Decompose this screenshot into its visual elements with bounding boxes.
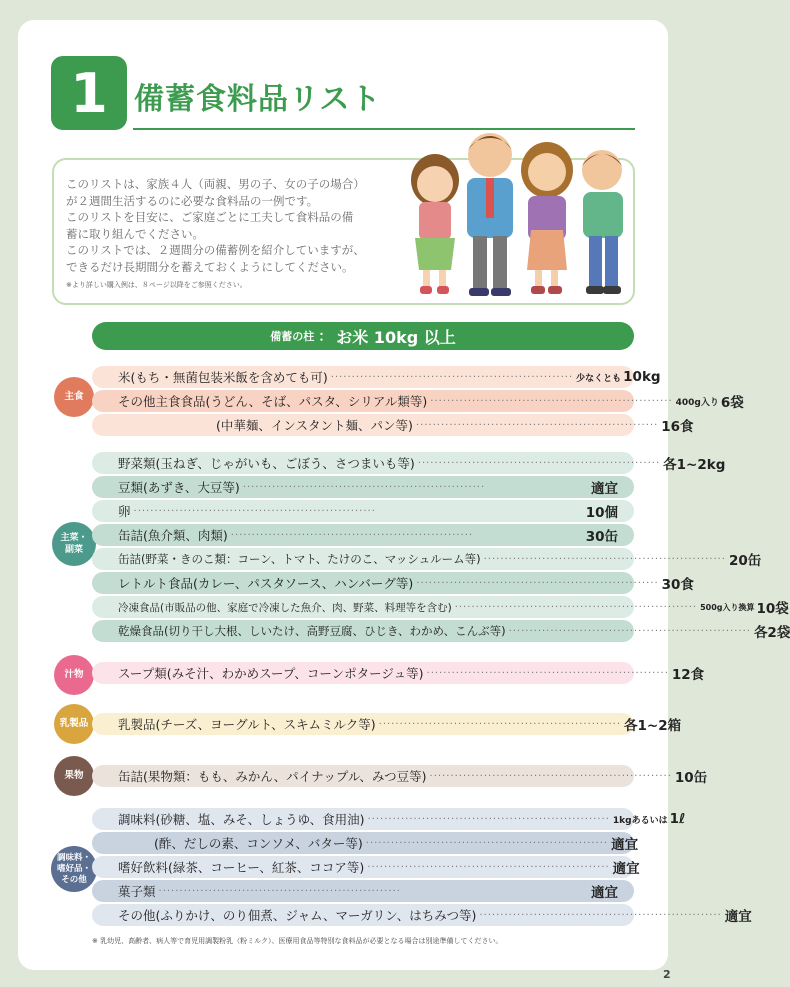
intro-note: ※より詳しい購入例は、８ページ以降をご参照ください。 <box>66 281 247 289</box>
list-item: 嗜好飲料(緑茶、コーヒー、紅茶、ココア等) ·························································· 適宜 <box>92 856 634 878</box>
list-item: 缶詰(野菜・きのこ類：コーン、トマト、たけのこ、マッシュルーム等) ·························································· 20缶 <box>92 548 634 570</box>
family-illustration <box>405 120 635 300</box>
intro-text <box>66 176 406 276</box>
list-item: 菓子類 ·························································· 適宜 <box>92 880 634 902</box>
list-item: (中華麺、インスタント麺、パン等) ·························································· 16食 <box>92 414 634 436</box>
list-item: 乳製品(チーズ、ヨーグルト、スキムミルク等) ·························································· 各1~2箱 <box>92 713 634 735</box>
mother-figure <box>521 142 573 294</box>
list-item: 卵 ·························································· 10個 <box>92 500 634 522</box>
category-soup: 汁物 <box>54 655 94 695</box>
intro-line: このリストを目安に、ご家庭ごとに工夫して食料品の備 <box>66 210 354 225</box>
list-item: 野菜類(玉ねぎ、じゃがいも、ごぼう、さつまいも等) ·························································· 各1~2kg <box>92 452 634 474</box>
page-number: 2 <box>663 968 671 981</box>
category-staple: 主食 <box>54 377 94 417</box>
banner-prefix: 備蓄の柱 <box>270 330 315 343</box>
intro-line: が２週間生活するのに必要な食料品の一例です。 <box>66 193 319 208</box>
banner-separator: ： <box>318 329 333 345</box>
category-seasoning-other: 調味料・ 嗜好品・ その他 <box>51 846 97 892</box>
list-item: 冷凍食品(市販品の他、家庭で冷凍した魚介、肉、野菜、料理等を含む) ·························································· 500g入り換算 10袋 <box>92 596 634 618</box>
list-item: 缶詰(魚介類、肉類) ·························································· 30缶 <box>92 524 634 546</box>
list-item: (酢、だしの素、コンソメ、バター等) ·························································· 適宜 <box>92 832 634 854</box>
list-item: その他(ふりかけ、のり佃煮、ジャム、マーガリン、はちみつ等) ·························································· 適宜 <box>92 904 634 926</box>
banner-main: お米 10kg 以上 <box>336 327 456 347</box>
list-item: スープ類(みそ汁、わかめスープ、コーンポタージュ等) ·························································· 12食 <box>92 662 634 684</box>
category-dairy: 乳製品 <box>54 704 94 744</box>
boy-figure <box>582 150 623 294</box>
key-stock-banner <box>92 322 634 350</box>
list-item: 豆類(あずき、大豆等) ·························································· 適宜 <box>92 476 634 498</box>
list-item: 乾燥食品(切り干し大根、しいたけ、高野豆腐、ひじき、わかめ、こんぶ等) ·························································· 各2袋 <box>92 620 634 642</box>
father-figure <box>467 133 513 296</box>
girl-figure <box>411 154 459 294</box>
intro-line: このリストでは、２週間分の備蓄例を紹介していますが、 <box>66 243 365 258</box>
section-number-badge: 1 <box>51 56 127 130</box>
list-item: 缶詰(果物類：もも、みかん、パイナップル、みつ豆等) ·························································· 10缶 <box>92 765 634 787</box>
footnote: ※ 乳幼児、高齢者、病人等で育児用調製粉乳（粉ミルク）、医療用食品等特別な食料品が必要となる場合は別途準備してください。 <box>92 937 503 945</box>
page-title: 備蓄食料品リスト <box>134 82 382 117</box>
list-item: 調味料(砂糖、塩、みそ、しょうゆ、食用油) ·························································· 1kgあるいは 1ℓ <box>92 808 634 830</box>
category-main-side: 主菜・ 副菜 <box>52 522 96 566</box>
category-fruit: 果物 <box>54 756 94 796</box>
list-item: 米(もち・無菌包装米飯を含めても可) ·························································· 少なくとも 10kg <box>92 366 634 388</box>
intro-line: 蓄に取り組んでください。 <box>66 226 204 241</box>
list-item: レトルト食品(カレー、パスタソース、ハンバーグ等) ·························································· 30食 <box>92 572 634 594</box>
list-item: その他主食食品(うどん、そば、パスタ、シリアル類等) ·························································· 400g入り 6袋 <box>92 390 634 412</box>
intro-line: できるだけ長期間分を蓄えておくようにしてください。 <box>66 259 354 274</box>
intro-line: このリストは、家族４人（両親、男の子、女の子の場合） <box>66 177 365 191</box>
